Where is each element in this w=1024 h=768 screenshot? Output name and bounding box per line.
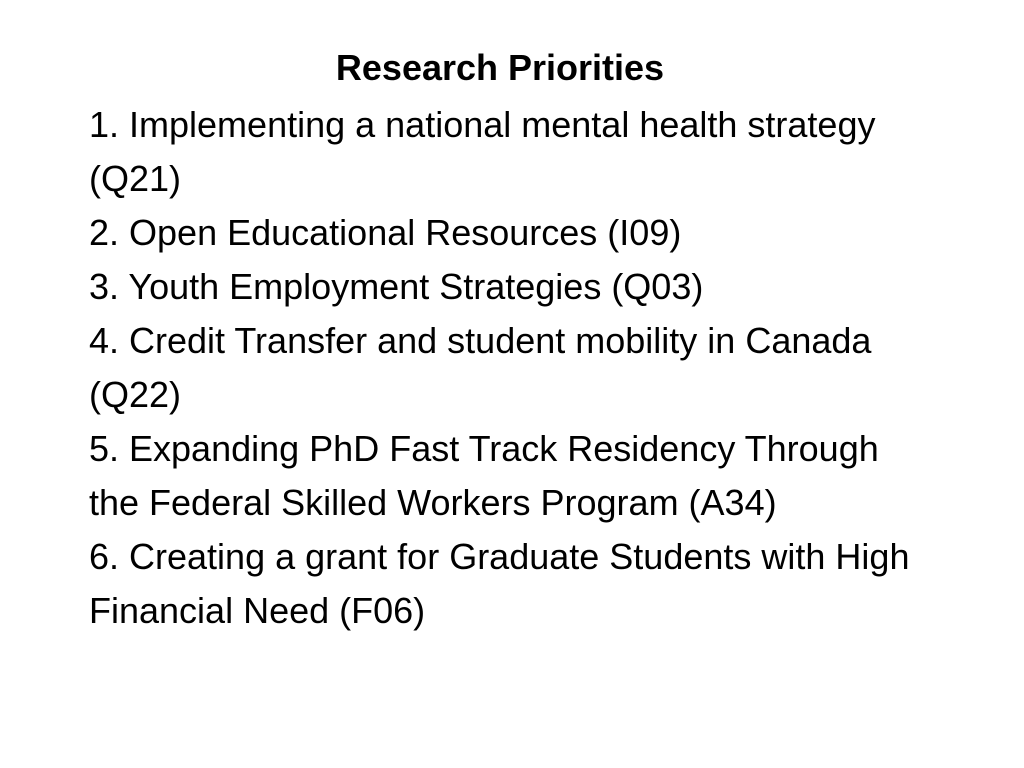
priority-item: 5. Expanding PhD Fast Track Residency Through the Federal Skilled Workers Program (A34) [89, 428, 879, 523]
slide-title: Research Priorities [335, 47, 665, 88]
priority-list [89, 98, 919, 638]
priority-item: 3. Youth Employment Strategies (Q03) [89, 266, 704, 307]
priority-item: 1. Implementing a national mental health strategy (Q21) [89, 104, 876, 199]
priority-item: 6. Creating a grant for Graduate Students with High Financial Need (F06) [89, 536, 910, 631]
priority-item: 2. Open Educational Resources (I09) [89, 212, 682, 253]
priority-item: 4. Credit Transfer and student mobility in Canada (Q22) [89, 320, 872, 415]
